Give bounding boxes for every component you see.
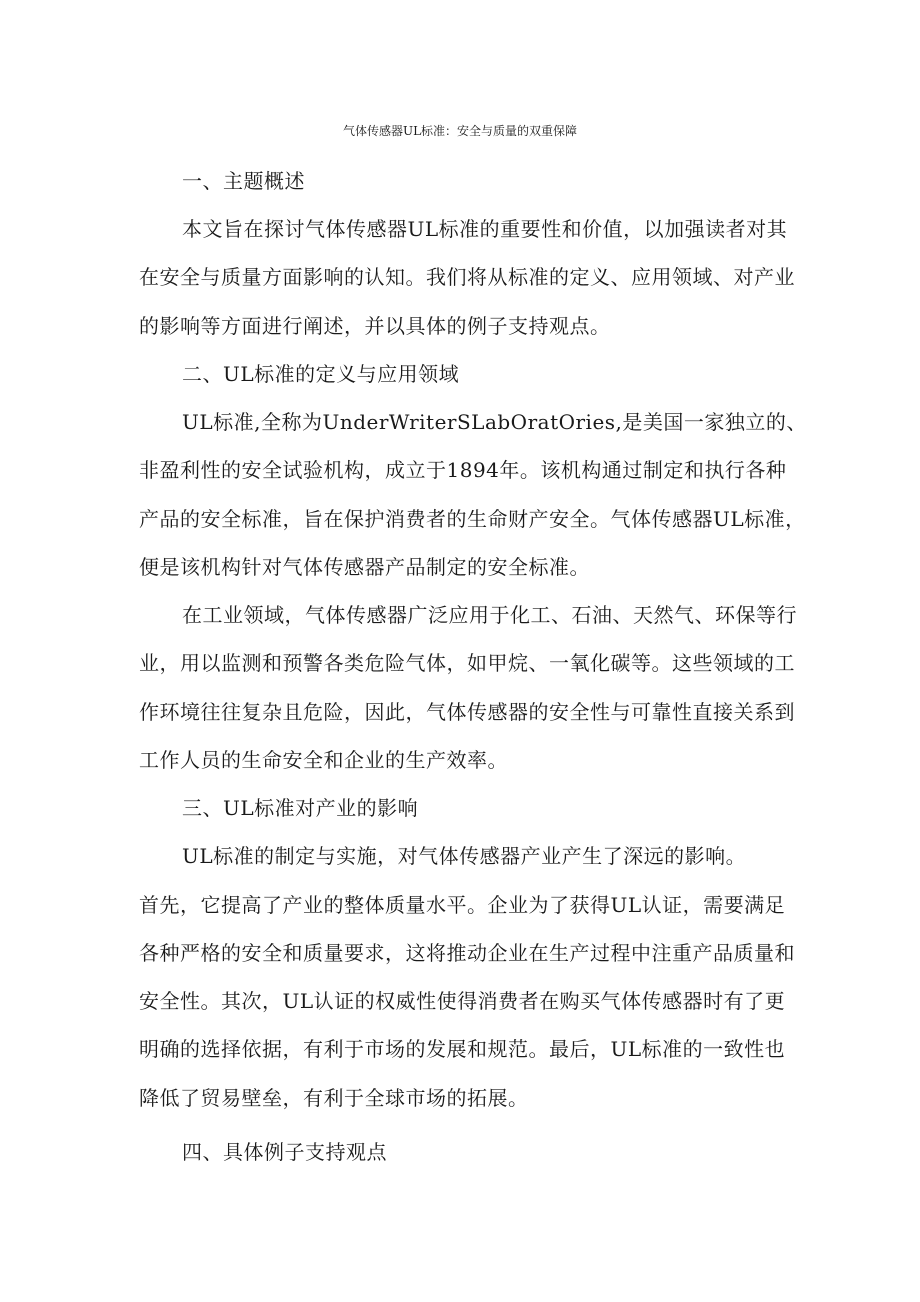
paragraph-line: 作环境往往复杂且危险，因此，气体传感器的安全性与可靠性直接关系到 (139, 700, 795, 724)
paragraph-line: 安全性。其次，UL认证的权威性使得消费者在购买气体传感器时有了更 (139, 989, 786, 1013)
paragraph-line: 首先，它提高了产业的整体质量水平。企业为了获得UL认证，需要满足 (139, 893, 786, 917)
paragraph-line: 各种严格的安全和质量要求，这将推动企业在生产过程中注重产品质量和 (139, 941, 795, 965)
paragraph-line: 产品的安全标准，旨在保护消费者的生命财产安全。气体传感器UL标准， (139, 507, 806, 531)
document-title: 气体传感器UL标准：安全与质量的双重保障 (342, 124, 578, 138)
paragraph-line: 降低了贸易壁垒，有利于全球市场的拓展。 (139, 1086, 529, 1110)
paragraph-line: UL标准,全称为UnderWriterSLabOratOries,是美国一家独立的、 (182, 410, 807, 434)
paragraph-line: 非盈利性的安全试验机构，成立于1894年。该机构通过制定和执行各种 (139, 458, 787, 482)
section-heading-2: 二、UL标准的定义与应用领域 (182, 362, 460, 386)
paragraph-line: 工作人员的生命安全和企业的生产效率。 (139, 748, 508, 772)
paragraph-line: 在工业领域，气体传感器广泛应用于化工、石油、天然气、环保等行 (182, 603, 797, 627)
paragraph-line: 在安全与质量方面影响的认知。我们将从标准的定义、应用领域、对产业 (139, 265, 795, 289)
paragraph-line: 便是该机构针对气体传感器产品制定的安全标准。 (139, 555, 590, 579)
paragraph-line: 业，用以监测和预警各类危险气体，如甲烷、一氧化碳等。这些领域的工 (139, 651, 795, 675)
section-heading-3: 三、UL标准对产业的影响 (182, 796, 419, 820)
section-heading-4: 四、具体例子支持观点 (182, 1140, 387, 1164)
paragraph-line: 本文旨在探讨气体传感器UL标准的重要性和价值，以加强读者对其 (182, 217, 788, 241)
section-heading-1: 一、主题概述 (182, 169, 305, 193)
paragraph-line: UL标准的制定与实施，对气体传感器产业产生了深远的影响。 (182, 844, 747, 868)
paragraph-line: 的影响等方面进行阐述，并以具体的例子支持观点。 (139, 314, 611, 338)
paragraph-line: 明确的选择依据，有利于市场的发展和规范。最后，UL标准的一致性也 (139, 1037, 786, 1061)
